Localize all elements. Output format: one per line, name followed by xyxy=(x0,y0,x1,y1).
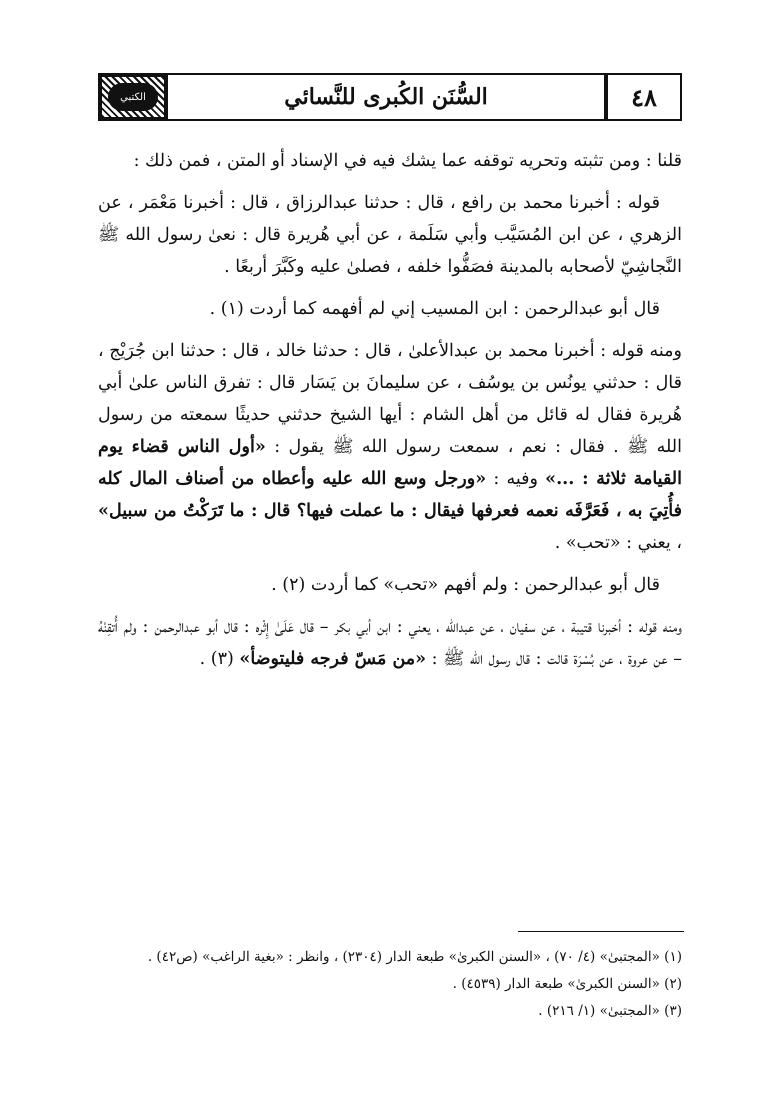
footnote-1: (١) «المجتبىٰ» (٤/ ٧٠) ، «السنن الكبرىٰ» طبعة الدار (٢٣٠٤) ، وانظر : «بغية الراغب» (ص٤٢) . xyxy=(147,949,682,965)
main-text xyxy=(98,145,682,685)
footnote-2: (٢) «السنن الكبرىٰ» طبعة الدار (٤٥٣٩) . xyxy=(452,976,682,992)
hadith-quote-1: «أول الناس قضاء يوم القيامة ثلاثة : ...» xyxy=(98,437,682,489)
paragraph-6 xyxy=(98,611,682,675)
paragraph-4 xyxy=(98,335,682,559)
paragraph-4-mid: وفيه : xyxy=(486,469,546,489)
hadith-quote-2: «ورجل وسع الله عليه وأعطاه من أصناف المال كله فأُتِيَ به ، فَعَرَّفَه نعمه فعرفها فيقال : ما عملت فيها؟ قال : ما تَرَكْتُ من سبيل» xyxy=(98,469,682,521)
footnotes xyxy=(98,944,682,1025)
page-number: ٤٨ xyxy=(606,75,680,119)
footnote-3: (٣) «المجتبىٰ» (١/ ٢١٦) . xyxy=(538,1003,682,1019)
book-title: السُّنَن الكُبرى للنَّسائي xyxy=(166,75,606,119)
running-header xyxy=(98,73,682,121)
paragraph-2: قوله : أخبرنا محمد بن رافع ، قال : حدثنا عبدالرزاق ، قال : أخبرنا مَعْمَر ، عن الزهري ، عن ابن المُسَيَّب وأبي سَلَمة ، عن أبي هُريرة قال : نعىٰ رسول الله ﷺ النَّجاشِيّ لأصحابه بالمدينة فصَفُّوا خلفه ، فصلىٰ عليه وكَبَّرَ أربعًا . xyxy=(98,193,682,277)
paragraph-4-text: ومنه قوله : أخبرنا محمد بن عبدالأعلىٰ ، قال : حدثنا خالد ، قال : حدثنا ابن جُرَيْج ، قال : حدثني يونُس بن يوسُف ، عن سليمانَ بن يَسَار قال : تفرق الناس علىٰ أبي هُريرة فقال له قائل من أهل الشام : أيها الشيخ حدثني حديثًا سمعته من رسول الله ﷺ . فقال : نعم ، سمعت رسول الله ﷺ يقول : xyxy=(98,341,682,457)
paragraph-3: قال أبو عبدالرحمن : ابن المسيب إني لم أفهمه كما أردت (١) . xyxy=(209,299,660,319)
header-emblem xyxy=(100,75,166,119)
hadith-quote-3: «من مَسّ فرجه فليتوضأ» xyxy=(239,649,427,669)
paragraph-6-end: (٣) . xyxy=(199,649,240,669)
emblem-medallion: الكتبي xyxy=(108,83,158,111)
paragraph-5: قال أبو عبدالرحمن : ولم أفهم «تحب» كما أردت (٢) . xyxy=(271,575,660,595)
paragraph-4-end: ، يعني : «تحب» . xyxy=(554,533,682,553)
paragraph-6-text: ومنه قوله : أخبرنا قتيبة ، عن سفيان ، عن عبدالله ، يعني : ابن أبي بكر – قال عَلَىٰ إِثْره : قال أبو عبدالرحمن : ولم أُتقِنْهُ – عن عروة ، عن بُسْرَة قالت : قال رسول الله ﷺ : xyxy=(98,617,682,669)
paragraph-1: قلنا : ومن تثبته وتحريه توقفه عما يشك فيه في الإسناد أو المتن ، فمن ذلك : xyxy=(133,151,682,171)
footnote-separator xyxy=(518,931,684,932)
